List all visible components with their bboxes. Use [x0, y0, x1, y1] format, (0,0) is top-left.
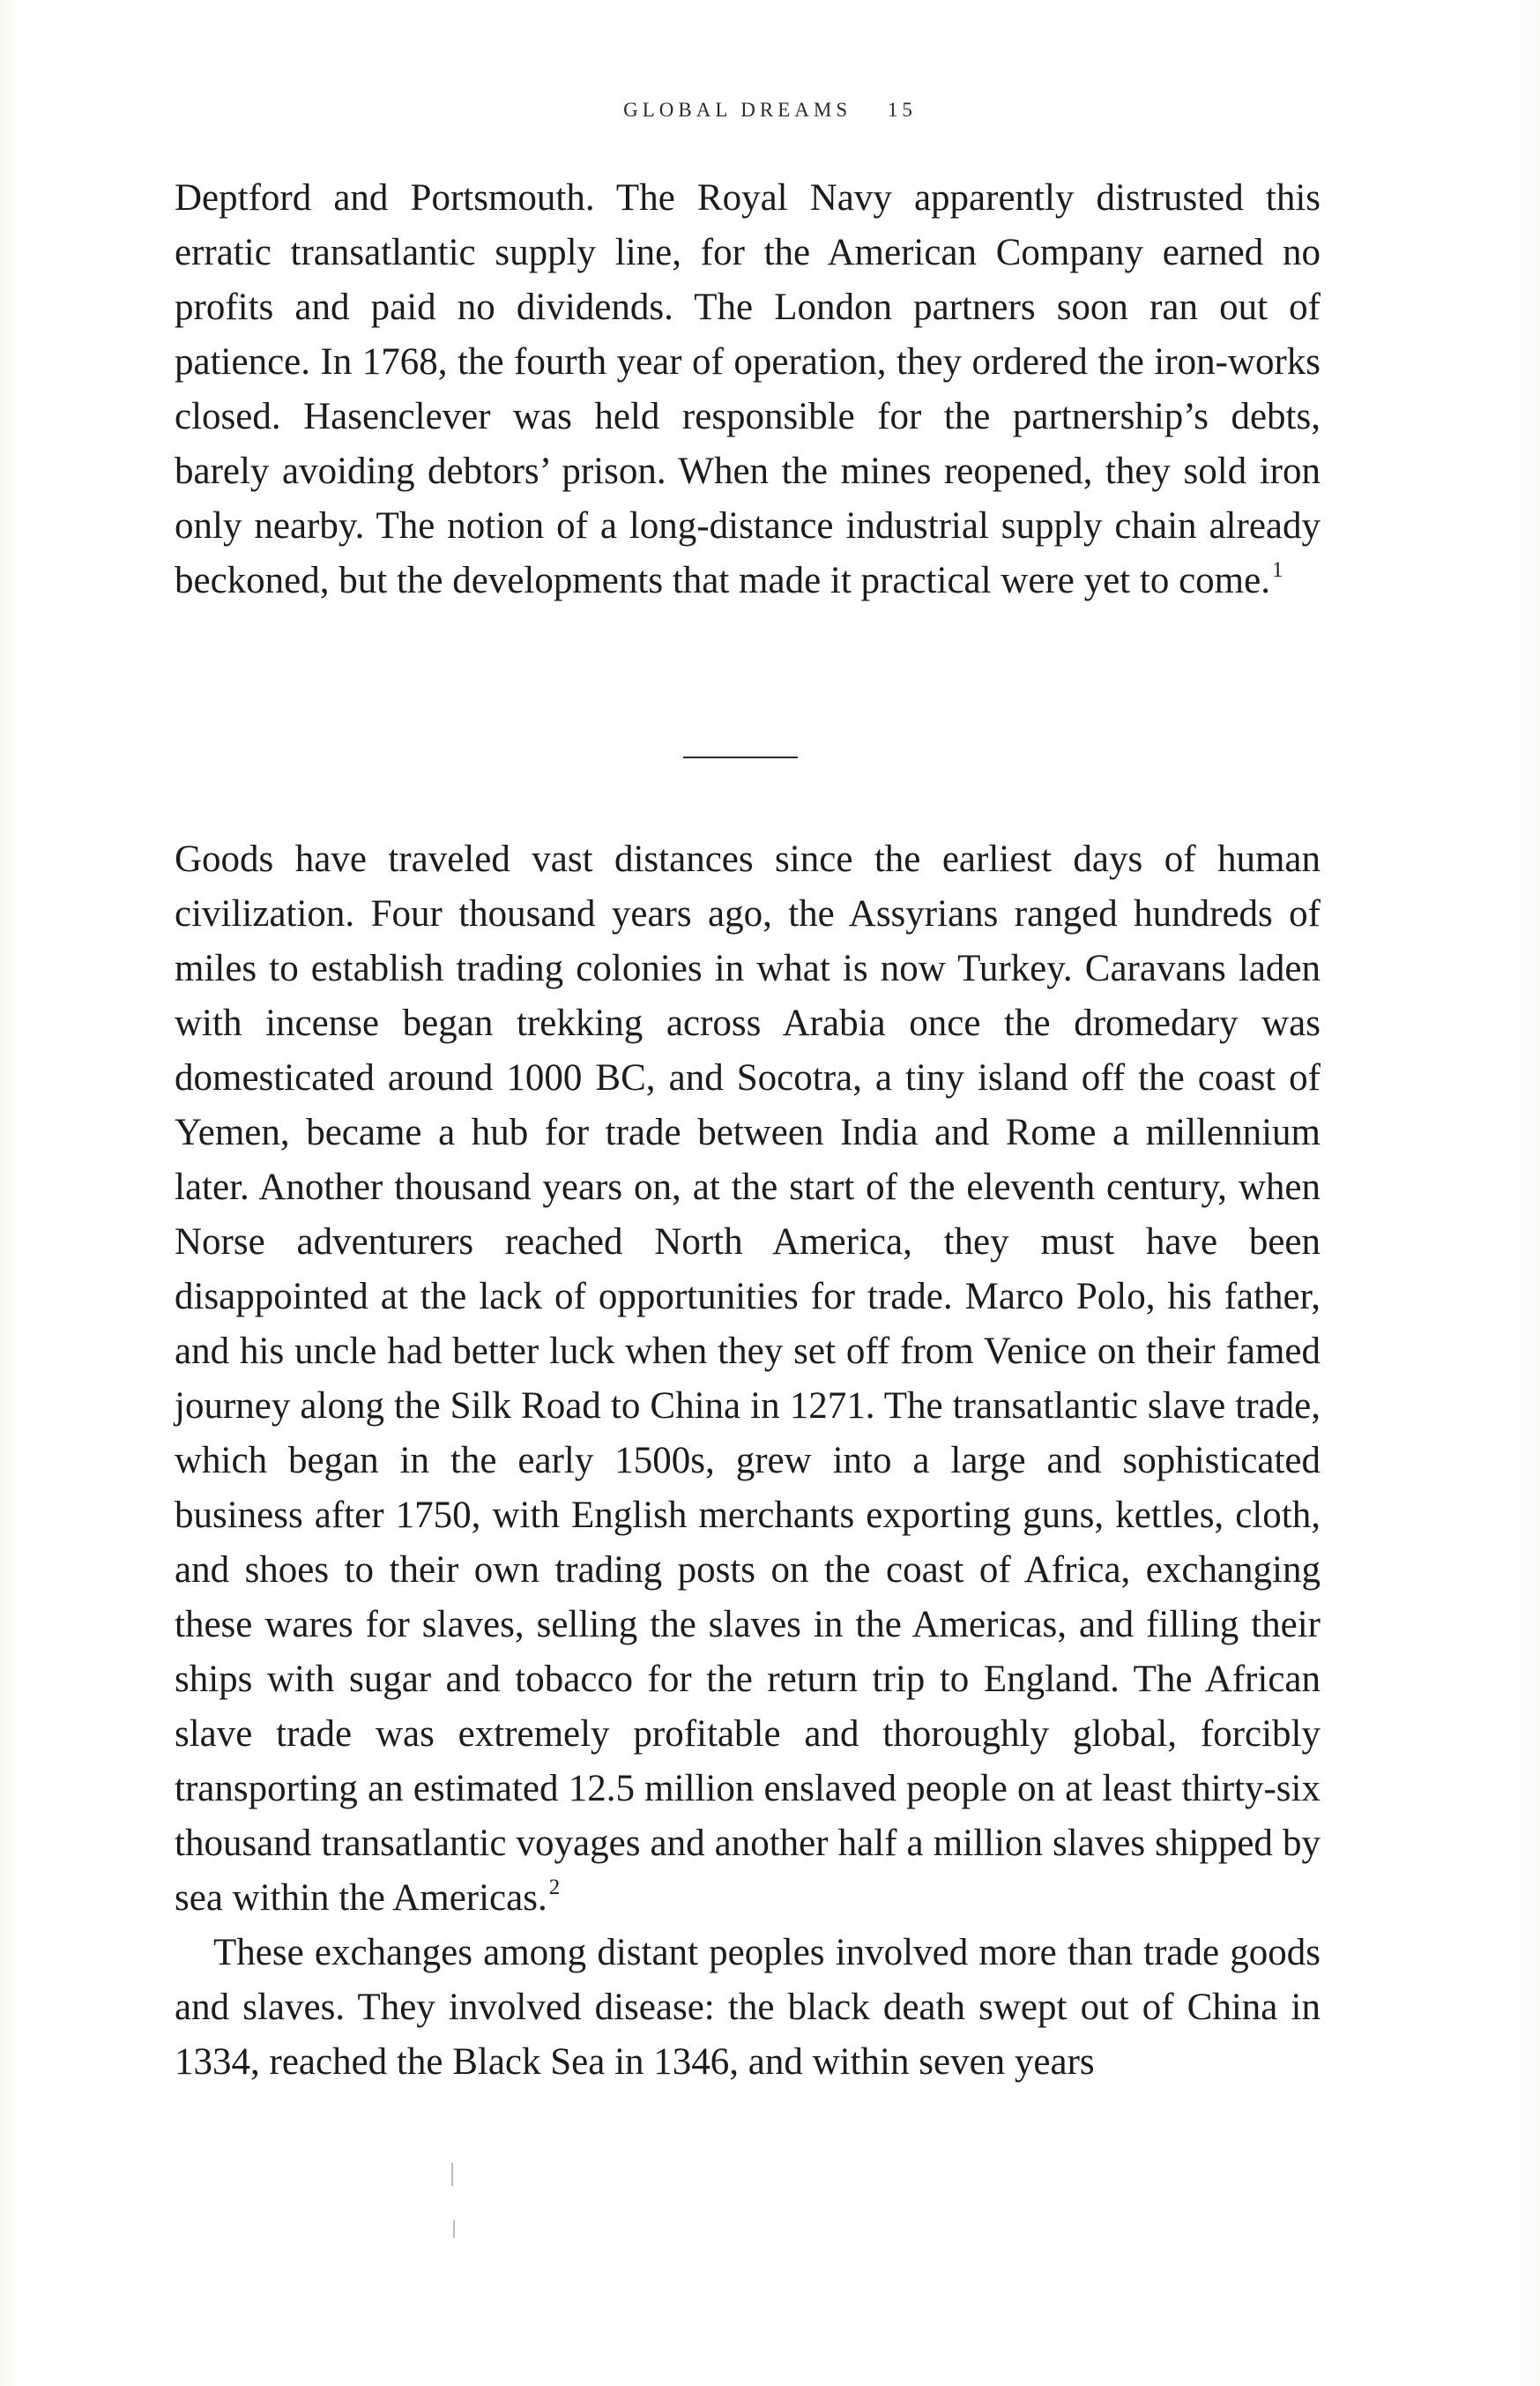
section-one — [175, 171, 1321, 608]
paragraph-continued — [175, 171, 1321, 608]
scan-artifact-mark — [451, 2163, 453, 2186]
paragraph-text: Deptford and Portsmouth. The Royal Navy apparently distrusted this erratic transatlantic supply line, for the American Company earned no profits and paid no dividends. The London partners soon ran out of patience. In 1768, the fourth year of operation, they ordered the iron-works closed. Hasenclever was held responsible for the partnership’s debts, barely avoiding debtors’ prison. When the mines reopened, they sold iron only nearby. The notion of a long-distance industrial supply chain already beckoned, but the developments that made it practical were yet to come. — [175, 177, 1321, 601]
page-number: 15 — [887, 99, 917, 121]
paragraph — [175, 1926, 1321, 2090]
scan-artifact-mark — [453, 2220, 455, 2238]
paragraph-text: These exchanges among distant peoples involved more than trade goods and slaves. They involved disease: the black death swept out of China in 1334, reached the Black Sea in 1346, and within seven years — [175, 1932, 1321, 2083]
running-head — [0, 99, 1540, 122]
paragraph-text: Goods have traveled vast distances since the earliest days of human civilization. Four thousand years ago, the Assyrians ranged hundreds of miles to establish trading colonies in what is now Turkey. Caravans laden with incense began trekking across Arabia once the dromedary was domesticated around 1000 BC, and Socotra, a tiny island off the coast of Yemen, became a hub for trade between India and Rome a millennium later. Another thousand years on, at the start of the eleventh century, when Norse adventurers reached North America, they must have been disappointed at the lack of opportunities for trade. Marco Polo, his father, and his uncle had better luck when they set off from Venice on their famed journey along the Silk Road to China in 1271. The transatlantic slave trade, which began in the early 1500s, grew into a large and sophisticated business after 1750, with English merchants exporting guns, kettles, cloth, and shoes to their own trading posts on the coast of Africa, exchanging these wares for slaves, selling the slaves in the Americas, and filling their ships with sugar and tobacco for the return trip to England. The African slave trade was extremely profitable and thoroughly global, forcibly transporting an estimated 12.5 million enslaved people on at least thirty-six thousand transatlantic voyages and another half a million slaves shipped by sea within the Americas. — [175, 839, 1321, 1919]
section-two — [175, 832, 1321, 2090]
section-break-rule — [683, 757, 798, 758]
running-head-title: GLOBAL DREAMS — [623, 99, 852, 121]
note-reference: 1 — [1271, 558, 1283, 582]
paragraph — [175, 832, 1321, 1926]
note-reference: 2 — [548, 1875, 561, 1899]
